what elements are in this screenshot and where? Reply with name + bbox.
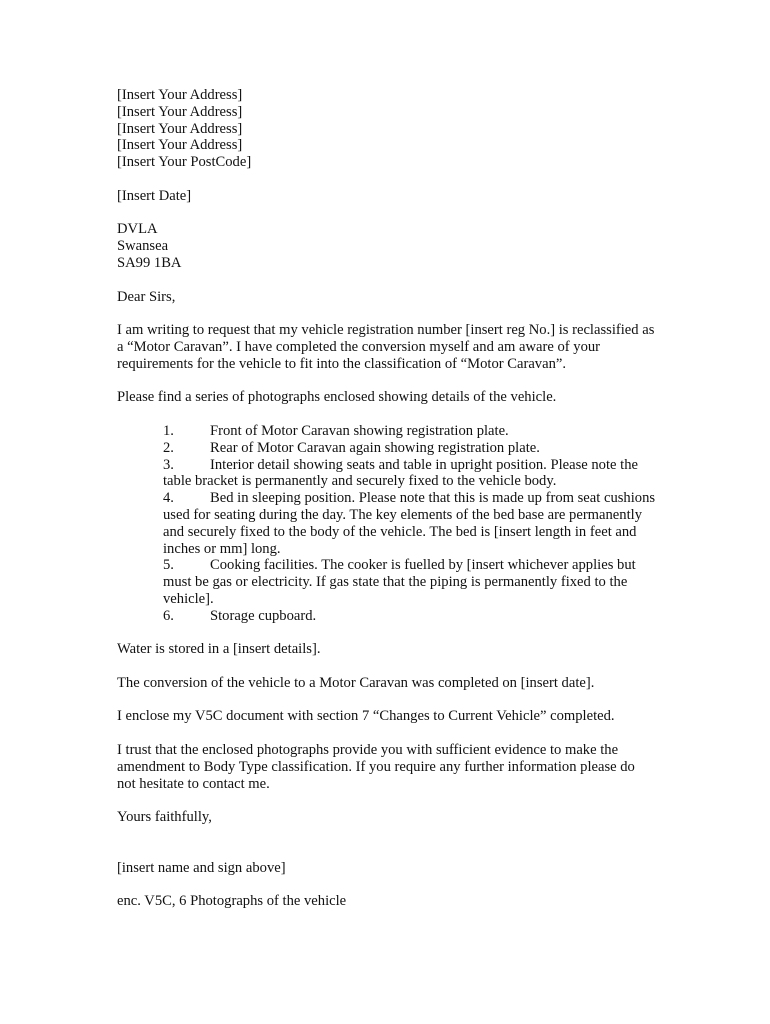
list-text: Storage cupboard. xyxy=(210,607,317,624)
photos-intro-paragraph: Please find a series of photographs enclosed showing details of the vehicle. xyxy=(117,389,557,406)
list-item xyxy=(163,440,657,457)
recipient-name: DVLA xyxy=(117,221,158,238)
list-item xyxy=(163,423,657,440)
list-text: Front of Motor Caravan showing registration plate. xyxy=(210,422,509,439)
list-text: Rear of Motor Caravan again showing registration plate. xyxy=(210,439,540,456)
list-number: 4. xyxy=(163,490,174,507)
salutation: Dear Sirs, xyxy=(117,288,176,305)
letter-body xyxy=(117,87,657,910)
photo-list xyxy=(163,423,657,625)
list-number: 2. xyxy=(163,439,174,456)
water-paragraph: Water is stored in a [insert details]. xyxy=(117,641,321,658)
intro-paragraph: I am writing to request that my vehicle registration number [insert reg No.] is reclassified as a “Motor Caravan”. I have completed the conversion myself and am aware of your requirements for the vehicle to fit into the classification of “Motor Caravan”. xyxy=(117,322,655,372)
list-item xyxy=(163,608,657,625)
list-number: 3. xyxy=(163,456,174,473)
sender-address xyxy=(117,87,657,171)
signature-placeholder: [insert name and sign above] xyxy=(117,859,286,876)
list-text: Bed in sleeping position. Please note that this is made up from seat cushions used for seating during the day. The key elements of the bed base are permanently and securely fixed to the body of the vehicle. The bed is [insert length in feet and inches or mm] long. xyxy=(163,490,656,557)
enclosure-line: enc. V5C, 6 Photographs of the vehicle xyxy=(117,893,347,910)
list-number: 1. xyxy=(163,422,174,439)
postcode-line: [Insert Your PostCode] xyxy=(117,154,252,171)
address-line: [Insert Your Address] xyxy=(117,87,243,103)
address-line: [Insert Your Address] xyxy=(117,137,243,154)
trust-paragraph: I trust that the enclosed photographs provide you with sufficient evidence to make the amendment to Body Type classification. If you require any further information please do not hesitate to contact me. xyxy=(117,742,635,792)
address-line: [Insert Your Address] xyxy=(117,120,243,137)
v5c-paragraph: I enclose my V5C document with section 7 “Changes to Current Vehicle” completed. xyxy=(117,708,615,725)
list-text: Interior detail showing seats and table in upright position. Please note the table bracket is permanently and securely fixed to the vehicle body. xyxy=(163,456,638,490)
recipient-city: Swansea xyxy=(117,238,169,255)
list-number: 6. xyxy=(163,607,174,624)
list-number: 5. xyxy=(163,557,174,574)
list-item xyxy=(163,490,657,557)
letter-date: [Insert Date] xyxy=(117,187,192,204)
recipient-postcode: SA99 1BA xyxy=(117,254,182,271)
closing: Yours faithfully, xyxy=(117,809,212,826)
list-item xyxy=(163,457,657,491)
completion-paragraph: The conversion of the vehicle to a Motor Caravan was completed on [insert date]. xyxy=(117,674,595,691)
address-line: [Insert Your Address] xyxy=(117,103,243,120)
list-item xyxy=(163,557,657,607)
recipient-address xyxy=(117,221,657,271)
list-text: Cooking facilities. The cooker is fuelled by [insert whichever applies but must be gas or electricity. If gas state that the piping is permanently fixed to the vehicle]. xyxy=(163,557,636,607)
